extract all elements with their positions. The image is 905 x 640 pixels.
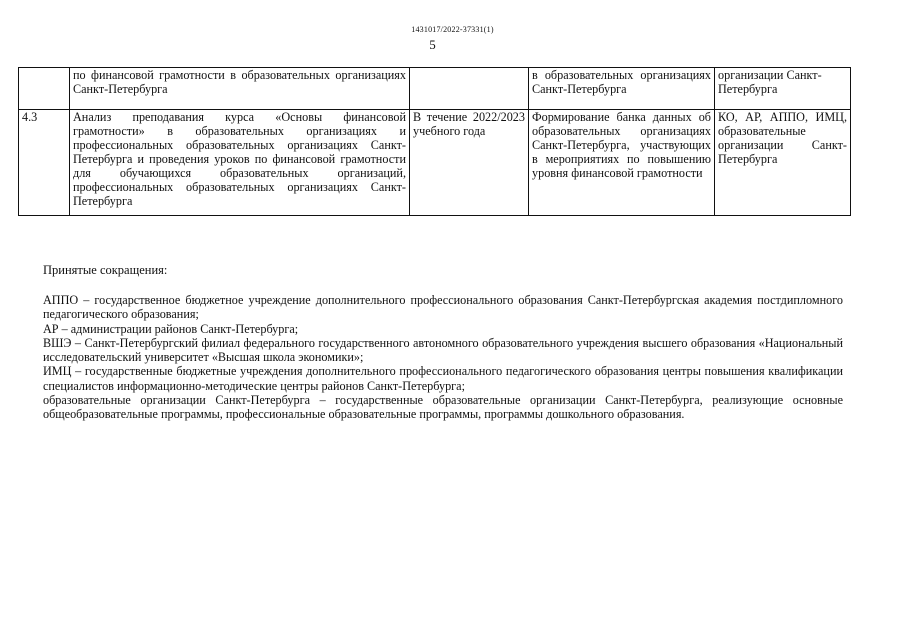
- abbreviations-title: Принятые сокращения:: [43, 263, 168, 277]
- cell-activity: Анализ преподавания курса «Основы финансовой грамотности» в образовательных организациях и профессиональных образовательных организациях Санкт-Петербурга и проведения уроков по финансовой грамотности для обучающихся образовательных организаций, профессиональных образовательных организациях Санкт-Петербурга: [70, 110, 410, 216]
- page-number: 5: [429, 37, 436, 52]
- abbreviation-appo: АППО – государственное бюджетное учреждение дополнительного профессионального образования Санкт-Петербургская академия постдипломного педагогического образования;: [43, 293, 843, 322]
- cell-result: в образовательных организациях Санкт-Петербурга: [529, 68, 715, 110]
- cell-activity: по финансовой грамотности в образовательных организациях Санкт-Петербурга: [70, 68, 410, 110]
- cell-result: Формирование банка данных об образовательных организациях Санкт-Петербурга, участвующих в мероприятиях по повышению уровня финансовой грамотности: [529, 110, 715, 216]
- activities-table: [18, 67, 851, 216]
- table-row: [19, 68, 851, 110]
- cell-period: [410, 68, 529, 110]
- cell-responsible: КО, АР, АППО, ИМЦ, образовательные организации Санкт-Петербурга: [715, 110, 851, 216]
- document-registration-number: 1431017/2022-37331(1): [411, 25, 494, 34]
- table-row: [19, 110, 851, 216]
- abbreviation-imc: ИМЦ – государственные бюджетные учреждения дополнительного профессионального педагогического образования центры повышения квалификации специалистов информационно-методические центры районов Санкт-Петербурга;: [43, 364, 843, 393]
- abbreviations-list: [43, 293, 843, 422]
- cell-number: [19, 68, 70, 110]
- abbreviation-ar: АР – администрации районов Санкт-Петербурга;: [43, 321, 299, 336]
- cell-period: В течение 2022/2023 учебного года: [410, 110, 529, 216]
- cell-number: 4.3: [19, 110, 70, 216]
- cell-responsible: организации Санкт-Петербурга: [715, 68, 851, 110]
- abbreviation-hse: ВШЭ – Санкт-Петербургский филиал федерального государственного автономного образовательного учреждения высшего образования «Национальный исследовательский университет «Высшая школа экономики»;: [43, 335, 843, 365]
- abbreviation-edu-orgs: образовательные организации Санкт-Петербурга – государственные образовательные организации Санкт-Петербурга, реализующие основные общеобразовательные программы, профессиональные образовательные программы, программы дошкольного образования.: [43, 393, 843, 422]
